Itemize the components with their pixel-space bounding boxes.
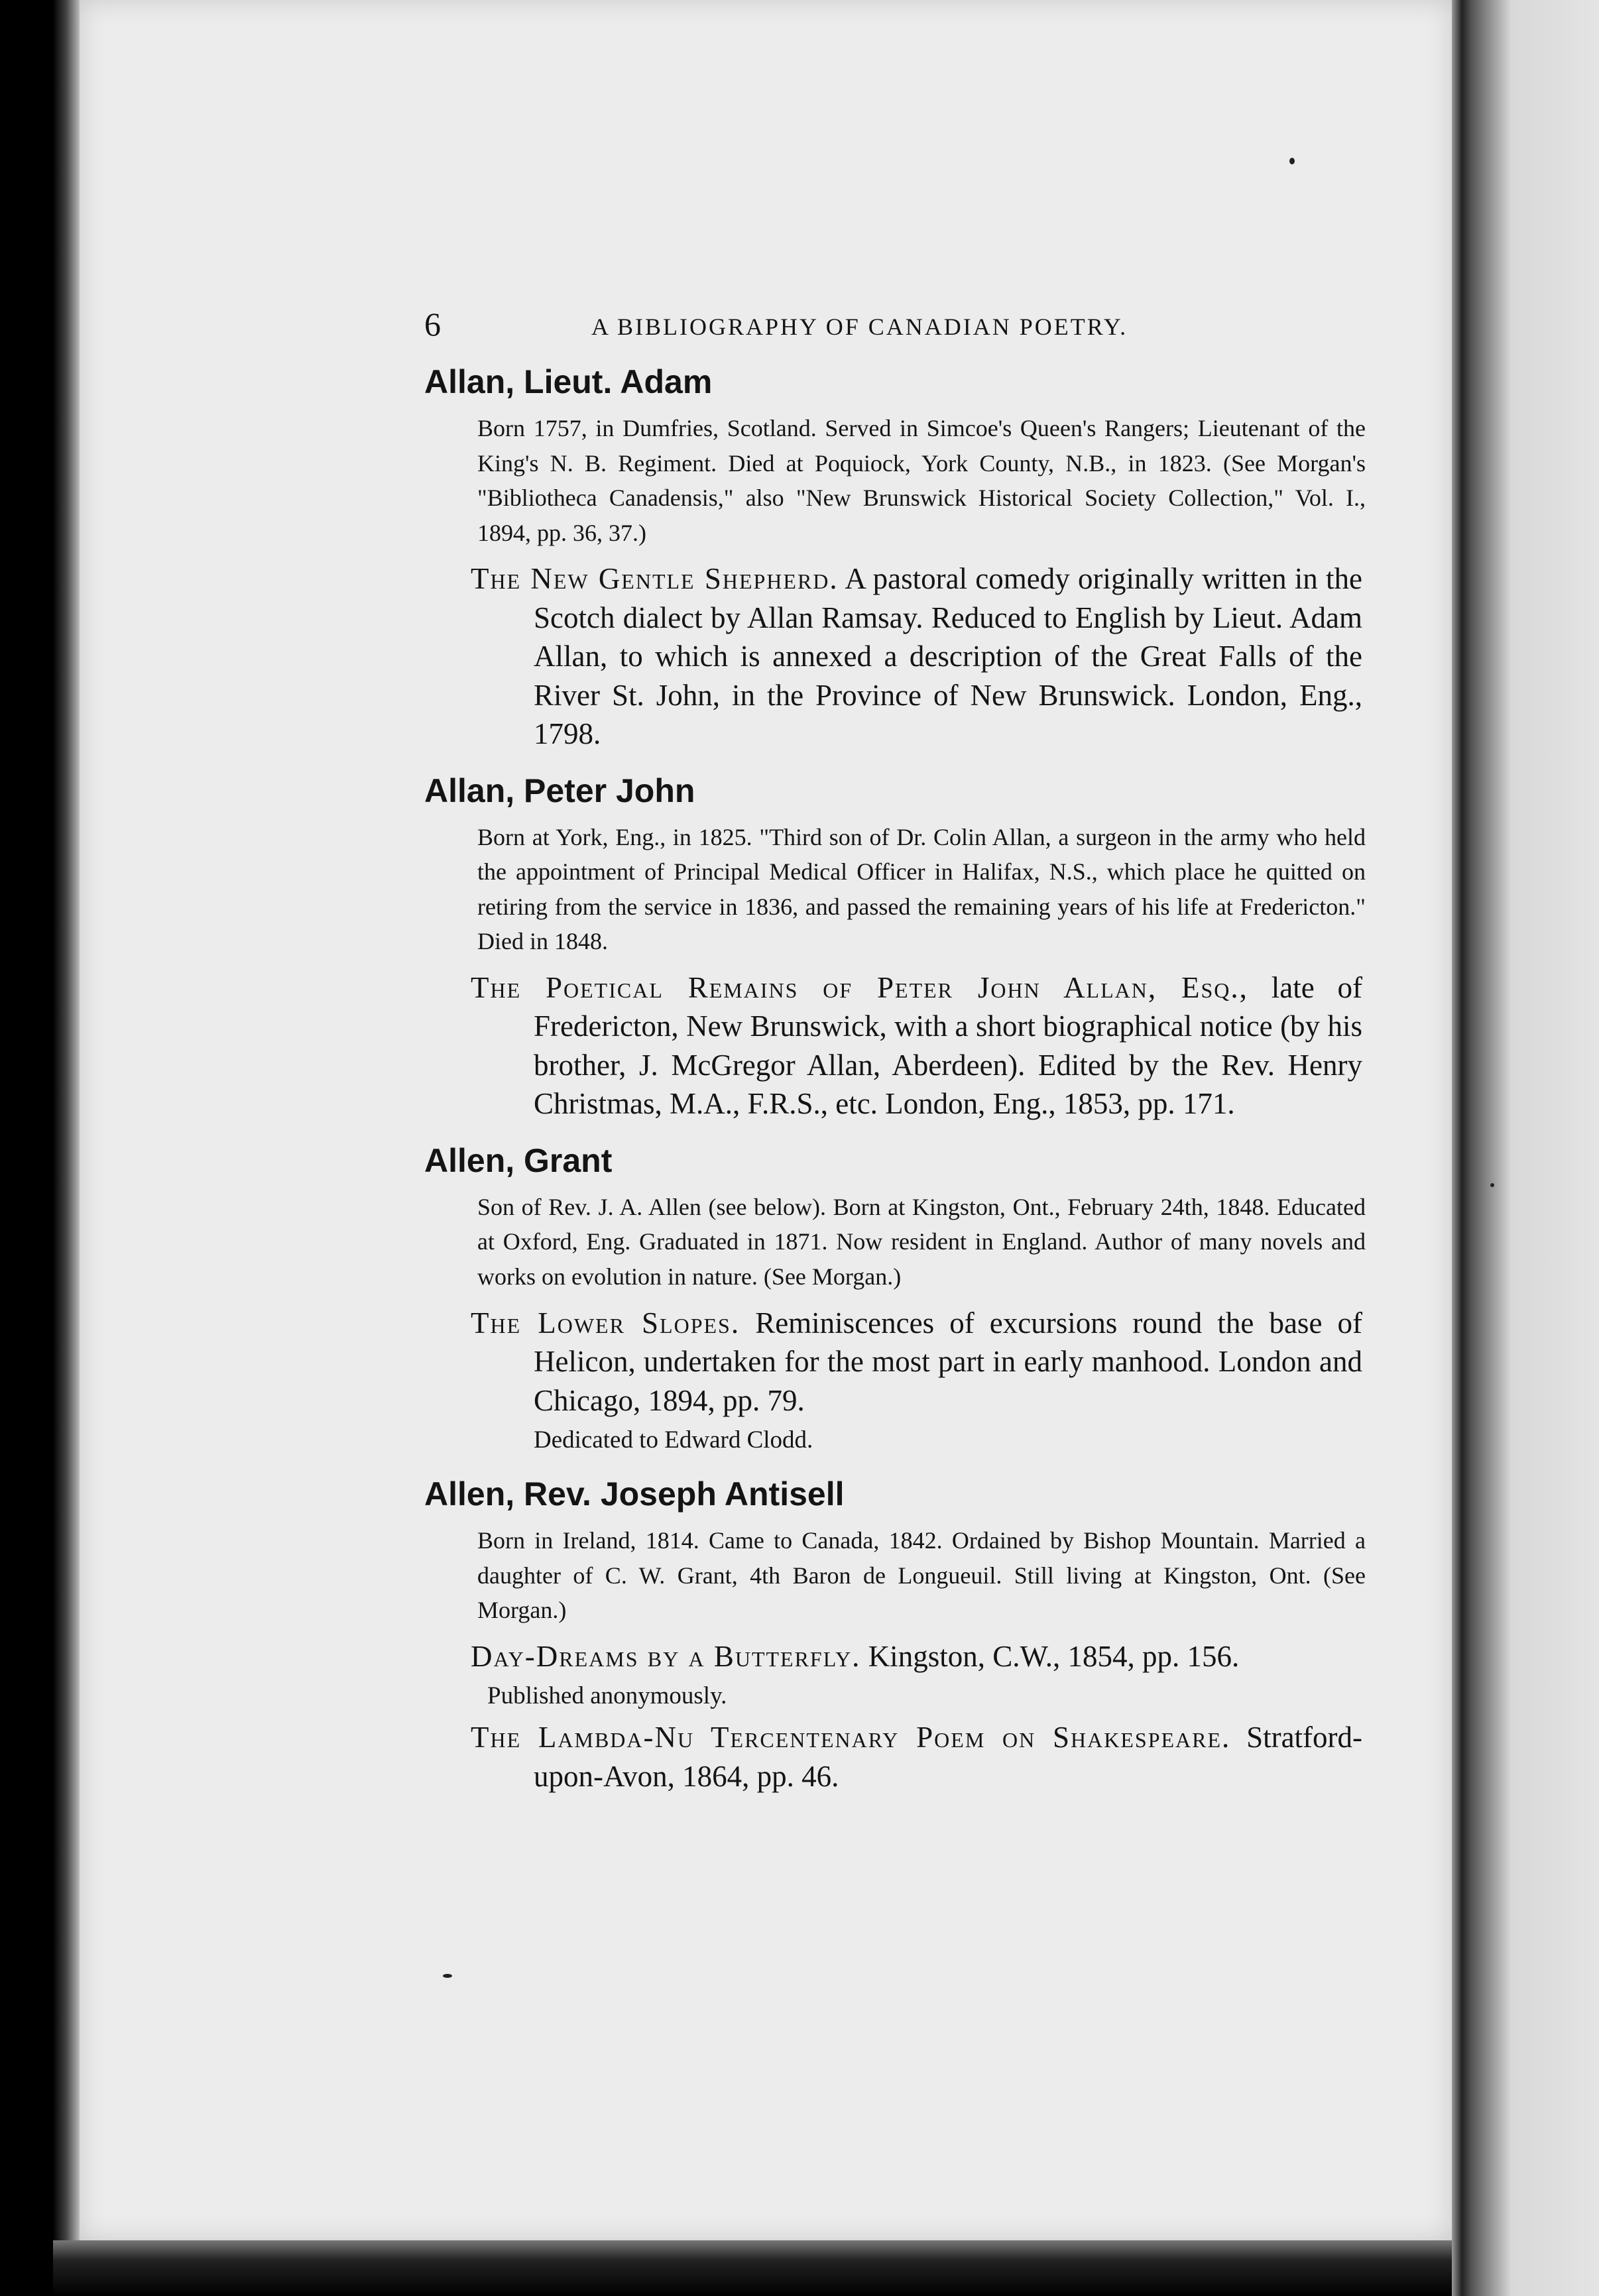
work-note: Dedicated to Edward Clodd. xyxy=(534,1426,813,1454)
author-heading: Allan, Peter John xyxy=(424,772,695,809)
work-description: Stratford-upon-Avon, 1864, pp. 46. xyxy=(534,1721,1363,1793)
running-header xyxy=(398,292,1366,345)
work-description: late of Fredericton, New Brunswick, with a short biographical notice (by his brother, J. McGregor Allan, Aberdeen). Edited by the Rev. Henry Christmas, M.A., F.R.S., etc. London, Eng., 1853, pp. 171. xyxy=(534,970,1363,1121)
scan-bottom-edge xyxy=(53,2240,1599,2296)
work-citation xyxy=(471,1304,1362,1420)
work-title: The New Gentle Shepherd. xyxy=(471,562,839,596)
author-biography: Son of Rev. J. A. Allen (see below). Born at Kingston, Ont., February 24th, 1848. Educated at Oxford, Eng. Graduated in 1871. Now resident in England. Author of many novels and works on evolution in nature. (See Morgan.) xyxy=(477,1193,1366,1290)
scan-left-border xyxy=(0,0,80,2296)
book-gutter xyxy=(1452,0,1472,2296)
author-heading: Allen, Grant xyxy=(424,1141,613,1179)
author-heading: Allen, Rev. Joseph Antisell xyxy=(424,1475,845,1513)
work-citation xyxy=(471,559,1362,754)
page-number: 6 xyxy=(424,306,441,343)
work-note: Published anonymously. xyxy=(487,1682,727,1710)
work-citation xyxy=(471,1637,1362,1676)
adjacent-page-edge xyxy=(1472,0,1599,2296)
scan-speck xyxy=(443,1974,452,1978)
work-citation xyxy=(471,968,1362,1123)
work-description: A pastoral comedy originally written in the Scotch dialect by Allan Ramsay. Reduced to English by Lieut. Adam Allan, to which is annexed a description of the Great Falls of the River St. John, in the Province of New Brunswick. London, Eng., 1798. xyxy=(534,562,1362,751)
bibliography-entry xyxy=(398,1474,1366,1796)
bibliography-entry xyxy=(398,362,1366,754)
author-heading: Allan, Lieut. Adam xyxy=(424,363,713,400)
scan-speck xyxy=(1490,1183,1494,1187)
author-biography: Born in Ireland, 1814. Came to Canada, 1842. Ordained by Bishop Mountain. Married a daughter of C. W. Grant, 4th Baron de Longueuil. Still living at Kingston, Ont. (See Morgan.) xyxy=(477,1526,1366,1624)
work-description: Reminiscences of excursions round the base of Helicon, undertaken for the most part in early manhood. London and Chicago, 1894, pp. 79. xyxy=(534,1306,1362,1417)
author-biography: Born 1757, in Dumfries, Scotland. Served in Simcoe's Queen's Rangers; Lieutenant of the King's N. B. Regiment. Died at Poquiock, York County, N.B., in 1823. (See Morgan's "Bibliotheca Canadensis," also "New Brunswick Historical Society Collection," Vol. I., 1894, pp. 36, 37.) xyxy=(477,415,1366,546)
bibliography-entry xyxy=(398,771,1366,1123)
bibliography-entry xyxy=(398,1141,1366,1457)
work-title: The Poetical Remains of Peter John Allan, Esq., xyxy=(471,970,1248,1004)
work-title: The Lower Slopes. xyxy=(471,1306,740,1340)
work-description: Kingston, C.W., 1854, pp. 156. xyxy=(868,1639,1240,1673)
work-title: The Lambda-Nu Tercentenary Poem on Shakespeare. xyxy=(471,1721,1231,1754)
page-content xyxy=(398,292,1366,1800)
running-title: A BIBLIOGRAPHY OF CANADIAN POETRY. xyxy=(591,314,1128,340)
author-biography: Born at York, Eng., in 1825. "Third son of Dr. Colin Allan, a surgeon in the army who held the appointment of Principal Medical Officer in Halifax, N.S., which place he quitted on retiring from the service in 1836, and passed the remaining years of his life at Fredericton." Died in 1848. xyxy=(477,823,1366,955)
work-citation xyxy=(471,1718,1362,1796)
work-title: Day-Dreams by a Butterfly. xyxy=(471,1639,861,1673)
scan-speck xyxy=(1289,158,1295,164)
